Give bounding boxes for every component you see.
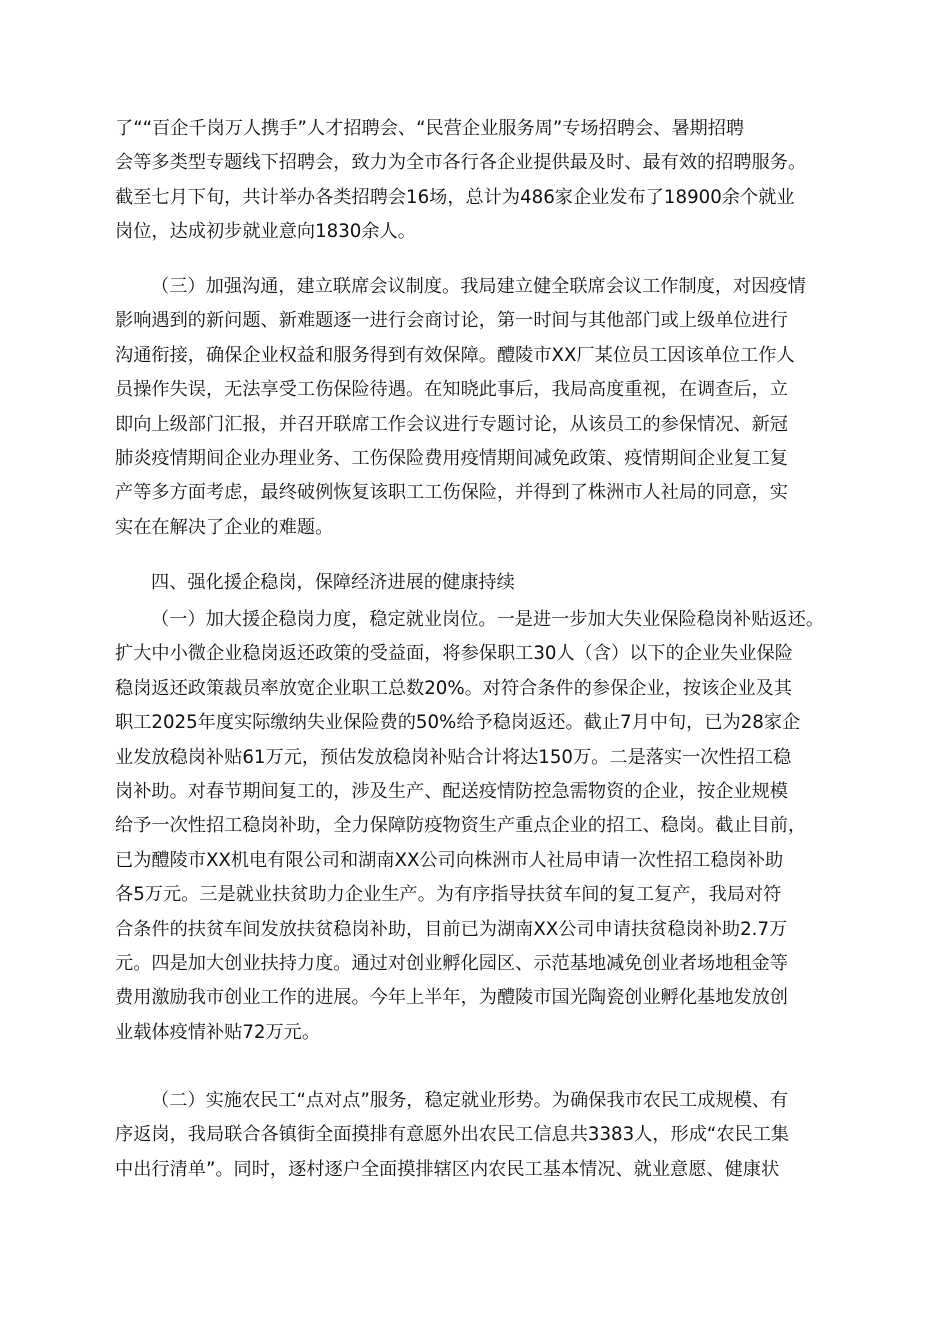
text-line: 扩大中小微企业稳岗返还政策的受益面，将参保职工30人（含）以下的企业失业保险 — [115, 643, 793, 665]
text-line: 沟通衔接，确保企业权益和服务得到有效保障。醴陵市XX厂某位员工因该单位工作人 — [115, 344, 795, 366]
text-line: 员操作失误，无法享受工伤保险待遇。在知晓此事后，我局高度重视，在调查后，立 — [115, 379, 788, 401]
text-line: （三）加强沟通，建立联席会议制度。我局建立健全联席会议工作制度，对因疫情 — [151, 276, 806, 297]
text-line: 各5万元。三是就业扶贫助力企业生产。为有序指导扶贫车间的复工复产，我局对符 — [115, 884, 782, 906]
text-line: 序返岗，我局联合各镇街全面摸排有意愿外出农民工信息共3383人，形成“农民工集 — [115, 1124, 790, 1146]
text-line: 截至七月下旬，共计举办各类招聘会16场，总计为486家企业发布了18900余个就业 — [115, 186, 795, 208]
text-line: 会等多类型专题线下招聘会，致力为全市各行各企业提供最及时、最有效的招聘服务。 — [115, 152, 807, 174]
text-line: 职工2025年度实际缴纳失业保险费的50%给予稳岗返还。截止7月中旬，已为28家企 — [115, 712, 801, 734]
paragraph-joint-meeting-system — [115, 270, 845, 545]
paragraph-migrant-workers — [115, 1084, 845, 1187]
text-line: （二）实施农民工“点对点”服务，稳定就业形势。为确保我市农民工成规模、有 — [151, 1090, 789, 1111]
paragraph-stabilize-jobs — [115, 603, 845, 1050]
paragraph-recruitment-fairs — [115, 112, 845, 250]
heading-line: 四、强化援企稳岗，保障经济进展的健康持续 — [151, 572, 515, 593]
text-line: 业发放稳岗补贴61万元，预估发放稳岗补贴合计将达150万。二是落实一次性招工稳 — [115, 746, 792, 768]
text-line: 费用激励我市创业工作的进展。今年上半年，为醴陵市国光陶瓷创业孵化基地发放创 — [115, 987, 788, 1009]
text-line: 给予一次性招工稳岗补助，全力保障防疫物资生产重点企业的招工、稳岗。截止目前， — [115, 815, 807, 837]
text-line: 即向上级部门汇报，并召开联席工作会议进行专题讨论，从该员工的参保情况、新冠 — [115, 413, 788, 435]
text-line: 业载体疫情补贴72万元。 — [115, 1021, 321, 1043]
text-line: （一）加大援企稳岗力度，稳定就业岗位。一是进一步加大失业保险稳岗补贴返还。 — [151, 609, 824, 630]
text-line: 实在在解决了企业的难题。 — [115, 516, 334, 538]
text-line: 元。四是加大创业扶持力度。通过对创业孵化园区、示范基地减免创业者场地租金等 — [115, 953, 788, 975]
text-line: 岗位，达成初步就业意向1830余人。 — [115, 221, 416, 243]
text-line: 合条件的扶贫车间发放扶贫稳岗补助，目前已为湖南XX公司申请扶贫稳岗补助2.7万 — [115, 918, 788, 940]
text-line: 产等多方面考虑，最终破例恢复该职工工伤保险，并得到了株洲市人社局的同意，实 — [115, 482, 788, 504]
text-line: 稳岗返还政策裁员率放宽企业职工总数20%。对符合条件的参保企业，按该企业及其 — [115, 677, 792, 699]
section-heading — [115, 566, 845, 600]
text-line: 影响遇到的新问题、新难题逐一进行会商讨论，第一时间与其他部门或上级单位进行 — [115, 310, 788, 332]
text-line: 已为醴陵市XX机电有限公司和湖南XX公司向株洲市人社局申请一次性招工稳岗补助 — [115, 849, 784, 871]
text-line: 岗补助。对春节期间复工的，涉及生产、配送疫情防控急需物资的企业，按企业规模 — [115, 781, 788, 803]
text-line: 中出行清单”。同时，逐村逐户全面摸排辖区内农民工基本情况、就业意愿、健康状 — [115, 1158, 780, 1180]
text-line: 肺炎疫情期间企业办理业务、工伤保险费用疫情期间减免政策、疫情期间企业复工复 — [115, 448, 788, 470]
text-line: 了““百企千岗万人携手”人才招聘会、“民营企业服务周”专场招聘会、暑期招聘 — [115, 118, 745, 139]
